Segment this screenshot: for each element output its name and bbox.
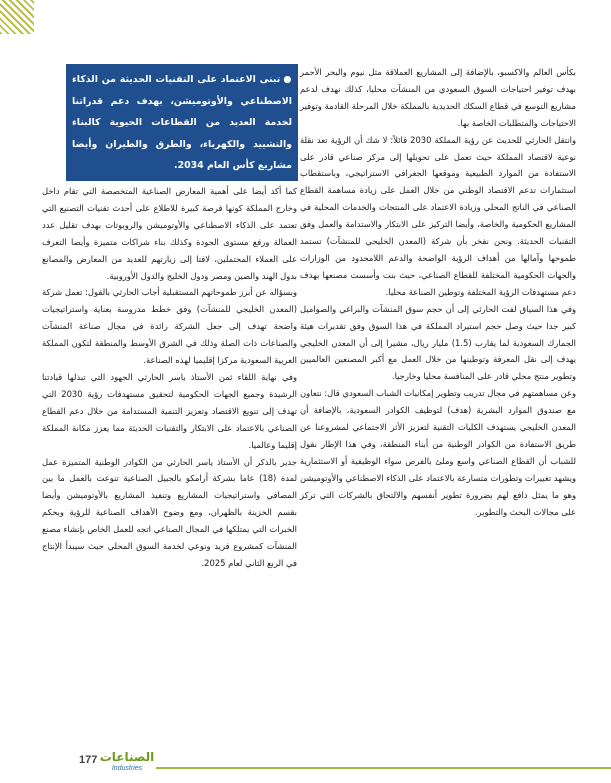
bullet-icon: ● <box>283 74 292 85</box>
paragraph: جدير بالذكر أن الأستاذ ياسر الحارثي من الكوادر الوطنية المتميزة عمل لمدة (18) عاما بشركة أرامكو بالجبيل الصناعية تنوعت بالعمل ما بين المصافي واستراتيجيات المشاريع وتنفيذ المشاريع بالأوتوميشن وأيضا بقسم الخزينة بالظهران، ومع وضوح الأهداف الصناعية للرؤية وبحكم الخبرات التي يمتلكها في المجال الصناعي اتجه للعمل الخاص بإنشاء مصنع المنشآت كمشروع فريد ونوعي لخدمة السوق المحلي حيث سيبدأ الإنتاج في الربع الثاني لعام 2025. <box>42 456 297 568</box>
paragraph: وعن مساهمتهم في مجال تدريب وتطوير إمكانيات الشباب السعودي قال: نتعاون مع صندوق الموارد البشرية (هدف) لتوظيف الكوادر السعودية، بالإضافة أن المعدن الخليجي يستهدف الكليات التقنية لتعزيز الأثر الاجتماعي لمشروعنا عن طريق الاستفادة من الكوادر الوطنية من أبناء المنطقة، وفي هذا الإطار نقول للشباب أن القطاع الصناعي واسع وملئ بالفرص سواء الوظيفية أو الاستثمارية ويشهد تغييرات وتطورات متسارعة بالاعتماد على الذكاء الاصطناعي والأوتوميشن وهو ما يمثل دافع لهم بضرورة تطوير أنفسهم والالتحاق بالشركات التي تركز على مجالات البحث والتطوير. <box>300 388 576 517</box>
page-footer <box>0 749 611 783</box>
logo-arabic-text: الصناعات <box>99 750 155 764</box>
paragraph: وفي نهاية اللقاء ثمن الأستاذ ياسر الحارثي الجهود التي تبذلها قيادتنا الرشيدة وجميع الجهات الحكومية لتحقيق مستهدفات رؤية 2030 التي تهدف إلى تنويع الاقتصاد وتعزيز التنمية المستدامة من خلال دعم القطاع الصناعي بالاعتماد على الابتكار والتقنيات الحديثة مما يعزز مكانة المملكة إقليما وعالميا. <box>42 371 297 450</box>
paragraph: وبسؤاله عن أبرز طموحاتهم المستقبلية أجاب الحارثي بالقول: تعمل شركة (المعدن الخليجي للمنشآت) وفق خطط مدروسة بعناية واستراتيجيات واضحة تهدف إلى جعل الشركة رائدة في مجال صناعة المنشآت والصناعات ذات الصلة وذلك في الشرق الأوسط والمنطقة لتكون المملكة العربية السعودية مركزا إقليميا لهذه الصناعة. <box>42 287 297 366</box>
page-number: 177 <box>79 754 98 766</box>
logo-english-text: Industries <box>111 765 143 772</box>
decorative-corner-stripes <box>0 0 34 34</box>
footer-divider <box>130 767 611 769</box>
highlight-text: تبنى الاعتماد على التقنيات الحديثة من الذكاء الاصطناعي والأوتوميشن، بهدف دعم قدراتنا لخدمة العديد من القطاعات الحيوية كالبناء والتشييد والكهرباء، والطرق والطيران وأيضا مشاريع كأس العام 2034. <box>72 74 292 171</box>
paragraph: وفي هذا السياق لفت الحارثي إلى أن حجم سوق المنشآت والبراغي والصواميل كبير جدا حيث وصل حجم استيراد المملكة في هذا السوق وفق تقديرات هيئة الجمارك السعودية لما يقارب (1.5) مليار ريال، مشيرا إلى أن المعدن الخليجي يهدف إلى نقل المعرفة وتوطينها من خلال العمل مع أكبر المصنعين العالميين وتطوير منتج محلي قادر على المنافسة محليا وخارجيا. <box>300 303 577 382</box>
article-column-right <box>300 64 576 520</box>
paragraph: بكأس العالم والاكسبو، بالإضافة إلى المشاريع العملاقة مثل نيوم والبحر الأحمر بهدف توفير احتياجات السوق السعودي من المنشآت محليا، كذلك نهدف لدعم مشاريع التوسع في قطاع السكك الحديدية بالمملكة خلال المرحلة القادمة وتوفير الاحتياجات والمتطلبات الخاصة بها. <box>300 67 576 128</box>
paragraph: وانتقل الحارثي للحديث عن رؤية المملكة 2030 قائلاً: لا شك أن الرؤية تعد نقلة نوعية لاقتصاد المملكة حيث تعمل على تحويلها إلى مركز صناعي قادر على الاستفادة من الموارد الطبيعية وموقعها الجغرافي الاستراتيجي، وباستقطاب استثمارات تدعم الاقتصاد الوطني من خلال العمل على زيادة مساهمة القطاع الصناعي في الناتج المحلي وزيادة الاعتماد على المنتجات والخدمات المحلية في المشاريع الحكومية والخاصة، وأيضا التركيز على الابتكار والاستدامة والعمل وفق التقنيات الحديثة. ونحن نفخر بأن شركة (المعدن الخليجي للمنشآت) تستمد طموحها وآمالها من أهداف الرؤية الواضحة والدعم اللامحدود من الوزارات والجهات الحكومية المختلفة للقطاع الصناعي، حيث بنت وأسست مصنعها بهدف دعم مستهدفات الرؤية المختلفة وتوطين الصناعة محليا. <box>300 134 576 297</box>
highlight-quote-box <box>66 64 298 181</box>
paragraph: كما أكد أيضا على أهمية المعارض الصناعية المتخصصة التي تقام داخل وخارج المملكة كونها فرصة كبيرة للاطلاع على أحدث تقنيات التصنيع التي تعتمد على الذكاء الاصطناعي والأوتوميشن والروبوتات بهدف تقليل عدد العمالة ورفع مستوى الجودة وكذلك بناء شراكات متميزة وأيضا التعرف على العملاء المحتملين، لافتا إلى زيارتهم للعديد من المعارض والمصانع بدول الهند والصين ومصر ودول الخليج والدول الأوروبية. <box>42 186 297 281</box>
article-column-left <box>42 183 297 572</box>
magazine-logo <box>98 749 156 777</box>
